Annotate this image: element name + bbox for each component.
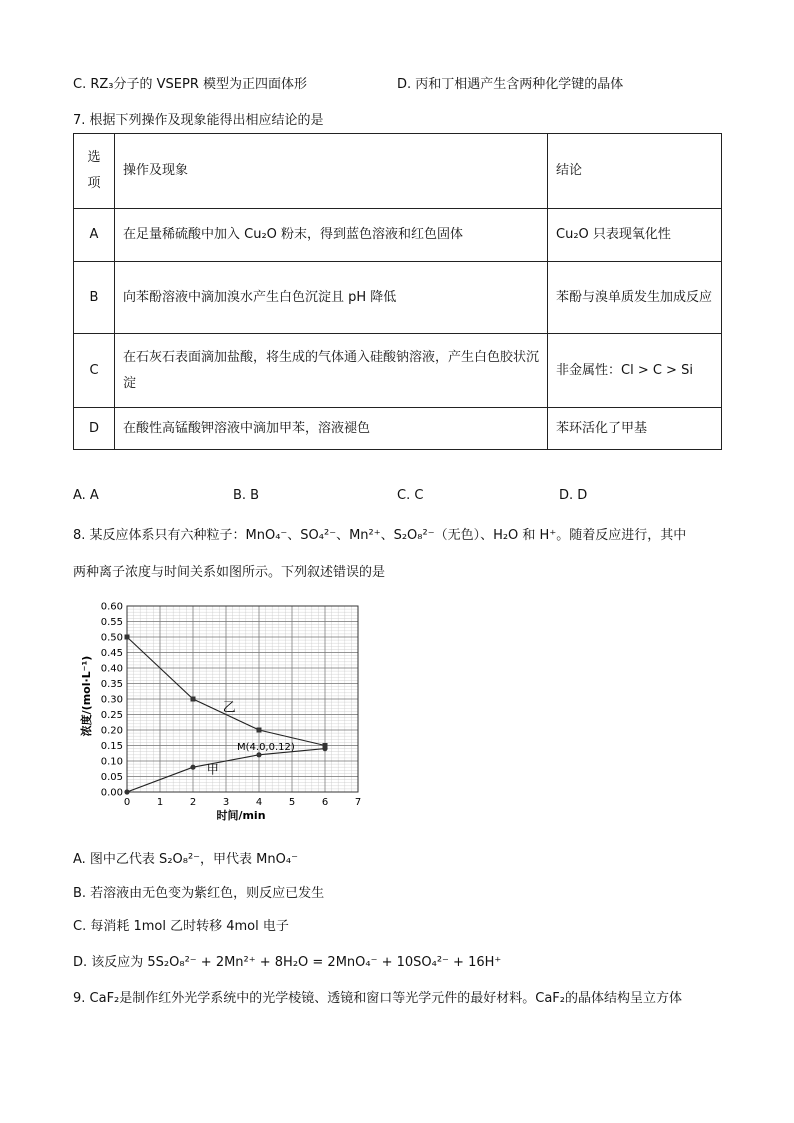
x-tick-label: 2 bbox=[189, 797, 197, 808]
q9-stem: 9. CaF₂是制作红外光学系统中的光学棱镜、透镜和窗口等光学元件的最好材料。CaF₂的晶体结构呈立方体 bbox=[73, 991, 683, 1006]
table-row bbox=[74, 334, 722, 408]
data-point bbox=[256, 752, 261, 757]
q8-option-a: A. 图中乙代表 S₂O₈²⁻，甲代表 MnO₄⁻ bbox=[73, 852, 298, 867]
data-point bbox=[257, 728, 262, 733]
choice-d: D. D bbox=[559, 488, 588, 503]
row-operation: 在石灰石表面滴加盐酸，将生成的气体通入硅酸钠溶液，产生白色胶状沉淀 bbox=[115, 334, 548, 408]
y-tick-label: 0.00 bbox=[100, 787, 123, 799]
x-tick-label: 6 bbox=[321, 797, 329, 808]
header-conclusion: 结论 bbox=[548, 134, 722, 209]
table-row bbox=[74, 408, 722, 450]
y-tick-label: 0.45 bbox=[100, 648, 123, 659]
table-row bbox=[74, 209, 722, 262]
row-option: D bbox=[74, 408, 115, 450]
y-tick-label: 0.30 bbox=[100, 694, 123, 706]
data-point bbox=[191, 697, 196, 702]
row-option: B bbox=[74, 262, 115, 334]
y-tick-label: 0.60 bbox=[100, 601, 123, 613]
y-tick-label: 0.40 bbox=[100, 663, 123, 675]
row-operation: 在足量稀硫酸中加入 Cu₂O 粉末，得到蓝色溶液和红色固体 bbox=[115, 209, 548, 262]
row-option: C bbox=[74, 334, 115, 408]
y-tick-label: 0.55 bbox=[100, 617, 123, 628]
q8-option-d: D. 该反应为 5S₂O₈²⁻ + 2Mn²⁺ + 8H₂O = 2MnO₄⁻ + 10SO₄²⁻ + 16H⁺ bbox=[73, 955, 502, 970]
y-tick-label: 0.15 bbox=[100, 741, 123, 752]
x-tick-label: 3 bbox=[222, 797, 230, 808]
x-tick-label: 4 bbox=[255, 797, 263, 808]
table-header-row bbox=[74, 134, 722, 209]
y-tick-label: 0.20 bbox=[100, 725, 123, 737]
y-tick-label: 0.25 bbox=[100, 710, 123, 721]
y-tick-label: 0.10 bbox=[100, 756, 123, 768]
data-point bbox=[125, 635, 130, 640]
row-option: A bbox=[74, 209, 115, 262]
q8-stem-line1: 8. 某反应体系只有六种粒子：MnO₄⁻、SO₄²⁻、Mn²⁺、S₂O₈²⁻（无色）、H₂O 和 H⁺。随着反应进行，其中 bbox=[73, 528, 687, 543]
choice-a: A. A bbox=[73, 488, 99, 503]
y-tick-label: 0.35 bbox=[100, 679, 123, 690]
y-tick-label: 0.05 bbox=[100, 772, 123, 783]
row-conclusion: 苯酚与溴单质发生加成反应 bbox=[548, 262, 722, 334]
concentration-time-chart bbox=[78, 596, 378, 826]
x-axis-label: 时间/min bbox=[216, 809, 266, 822]
annotation-m: M(4.0,0.12) bbox=[237, 741, 295, 753]
choice-c: C. C bbox=[397, 488, 424, 503]
table-row bbox=[74, 262, 722, 334]
q6-option-d: D. 丙和丁相遇产生含两种化学键的晶体 bbox=[397, 77, 624, 92]
row-conclusion: 苯环活化了甲基 bbox=[548, 408, 722, 450]
x-tick-label: 7 bbox=[354, 797, 362, 808]
series-label-jia: 甲 bbox=[206, 762, 219, 777]
data-point bbox=[322, 746, 327, 751]
q8-option-b: B. 若溶液由无色变为紫红色，则反应已发生 bbox=[73, 886, 325, 901]
y-tick-label: 0.50 bbox=[100, 632, 123, 644]
q8-stem-line2: 两种离子浓度与时间关系如图所示。下列叙述错误的是 bbox=[73, 565, 386, 580]
row-operation: 向苯酚溶液中滴加溴水产生白色沉淀且 pH 降低 bbox=[115, 262, 548, 334]
chart-grid bbox=[127, 606, 358, 792]
y-axis-label: 浓度/(mol·L⁻¹) bbox=[80, 655, 93, 737]
row-conclusion: Cu₂O 只表现氧化性 bbox=[548, 209, 722, 262]
y-tick-labels bbox=[101, 602, 123, 799]
q7-table bbox=[73, 133, 722, 450]
data-point bbox=[124, 789, 129, 794]
x-tick-label: 0 bbox=[123, 797, 131, 808]
q8-option-c: C. 每消耗 1mol 乙时转移 4mol 电子 bbox=[73, 919, 289, 934]
x-tick-label: 1 bbox=[156, 797, 164, 808]
series-label-yi: 乙 bbox=[222, 700, 236, 716]
header-option: 选项 bbox=[74, 134, 115, 209]
q7-stem: 7. 根据下列操作及现象能得出相应结论的是 bbox=[73, 113, 324, 128]
row-conclusion: 非金属性：Cl > C > Si bbox=[548, 334, 722, 408]
data-point bbox=[190, 765, 195, 770]
q6-option-c: C. RZ₃分子的 VSEPR 模型为正四面体形 bbox=[73, 77, 307, 92]
x-tick-label: 5 bbox=[288, 797, 296, 808]
choice-b: B. B bbox=[233, 488, 260, 503]
header-operation: 操作及现象 bbox=[115, 134, 548, 209]
x-tick-labels bbox=[124, 797, 361, 808]
row-operation: 在酸性高锰酸钾溶液中滴加甲苯，溶液褪色 bbox=[115, 408, 548, 450]
